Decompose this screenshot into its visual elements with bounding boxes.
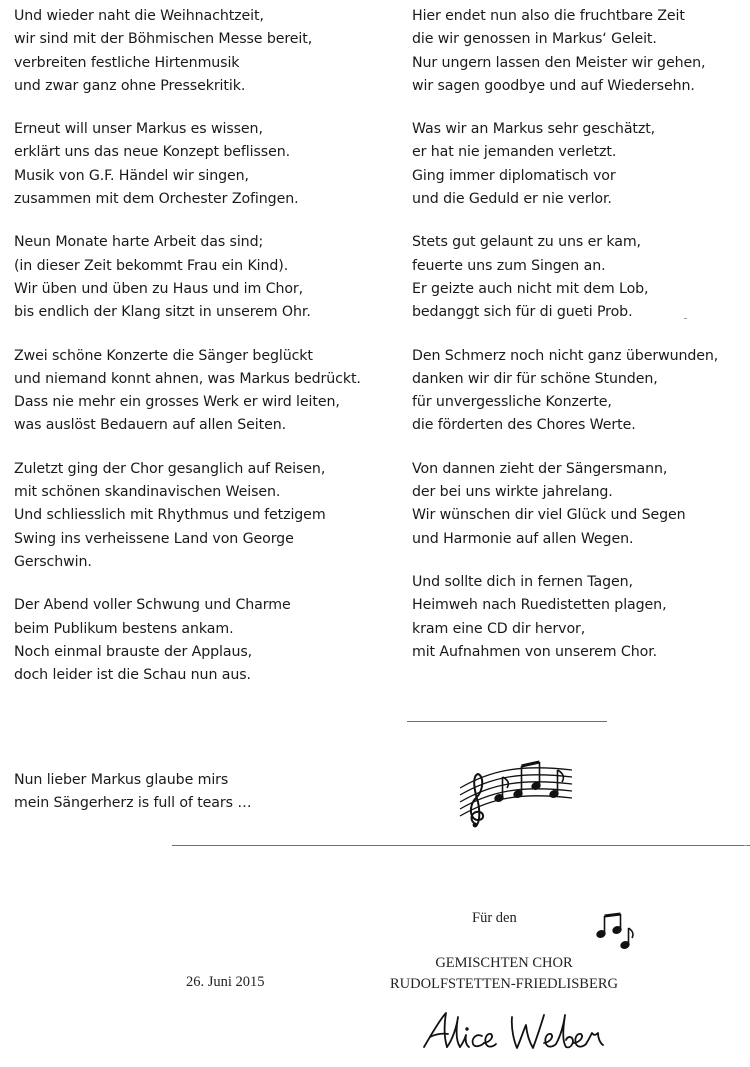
poem-line: Heimweh nach Ruedistetten plagen, [412, 597, 667, 614]
poem-line: Erneut will unser Markus es wissen, [14, 121, 263, 138]
poem-line: Von dannen zieht der Sängersmann, [412, 460, 668, 477]
poem-line: Neun Monate harte Arbeit das sind; [14, 234, 264, 251]
poem-line: erklärt uns das neue Konzept beflissen. [14, 144, 291, 161]
poem-line: wir sind mit der Böhmischen Messe bereit, [14, 31, 313, 48]
poem-line: Noch einmal brauste der Applaus, [14, 643, 253, 660]
poem-line: Wir üben und üben zu Haus und im Chor, [14, 280, 304, 297]
poem-line: Und sollte dich in fernen Tagen, [412, 573, 633, 590]
poem-line: Und wieder naht die Weihnachtzeit, [14, 8, 264, 24]
poem-left-column [14, 5, 384, 707]
poem-line: Musik von G.F. Händel wir singen, [14, 167, 249, 184]
poem-line: die wir genossen in Markus‘ Geleit. [412, 31, 657, 48]
signature-icon [420, 1003, 630, 1067]
poem-line: doch leider ist die Schau nun aus. [14, 667, 251, 684]
poem-line: Ging immer diplomatisch vor [412, 167, 616, 184]
poem-line: er hat nie jemanden verletzt. [412, 144, 617, 161]
poem-line: feuerte uns zum Singen an. [412, 257, 606, 274]
poem-line: Stets gut gelaunt zu uns er kam, [412, 234, 641, 251]
stanza [412, 458, 747, 551]
divider-long [172, 845, 750, 846]
poem-line: Den Schmerz noch nicht ganz überwunden, [412, 347, 719, 364]
poem-line: Gerschwin. [14, 553, 92, 570]
scan-speck [684, 318, 687, 319]
stanza [412, 345, 747, 438]
poem-line: mit schönen skandinavischen Weisen. [14, 484, 281, 501]
divider-short [407, 721, 607, 722]
fuer-den-label: Für den [472, 910, 517, 926]
poem-line: Dass nie mehr ein grosses Werk er wird leiten, [14, 394, 340, 411]
poem-line: bedanggt sich für di gueti Prob. [412, 304, 633, 321]
poem-line: was auslöst Bedauern auf allen Seiten. [14, 417, 286, 434]
poem-line: für unvergessliche Konzerte, [412, 394, 612, 411]
poem-line: Wir wünschen dir viel Glück und Segen [412, 507, 686, 524]
poem-line: Und schliesslich mit Rhythmus und fetzigem [14, 507, 326, 524]
poem-line: und die Geduld er nie verlor. [412, 191, 612, 208]
poem-line: und niemand konnt ahnen, was Markus bedrückt. [14, 370, 361, 387]
poem-line: beim Publikum bestens ankam. [14, 620, 234, 637]
poem-line: (in dieser Zeit bekommt Frau ein Kind). [14, 257, 289, 274]
date-label: 26. Juni 2015 [186, 974, 265, 990]
stanza [412, 118, 747, 211]
stanza [14, 231, 384, 324]
poem-line: danken wir dir für schöne Stunden, [412, 370, 658, 387]
poem-line: Er geizte auch nicht mit dem Lob, [412, 280, 649, 297]
choir-name-line-2: RUDOLFSTETTEN-FRIEDLISBERG [390, 976, 618, 992]
stanza [412, 231, 747, 324]
poem-line: Zuletzt ging der Chor gesanglich auf Reisen, [14, 460, 326, 477]
stanza [14, 5, 384, 98]
poem-line: Zwei schöne Konzerte die Sänger beglückt [14, 347, 313, 364]
stanza [14, 594, 384, 687]
poem-line: bis endlich der Klang sitzt in unserem Ohr. [14, 304, 311, 321]
poem-line: verbreiten festliche Hirtenmusik [14, 54, 240, 71]
choir-name-line-1: GEMISCHTEN CHOR [435, 955, 573, 971]
poem-line: Swing ins verheissene Land von George [14, 530, 294, 547]
choir-name [388, 953, 620, 995]
music-notes-icon [592, 912, 636, 956]
poem-line: Der Abend voller Schwung und Charme [14, 597, 291, 614]
poem-line: kram eine CD dir hervor, [412, 620, 586, 637]
music-staff-icon [456, 750, 576, 832]
closing-lines [14, 769, 251, 816]
poem-line: und Harmonie auf allen Wegen. [412, 530, 634, 547]
poem-line: Hier endet nun also die fruchtbare Zeit [412, 8, 685, 24]
poem-line: zusammen mit dem Orchester Zofingen. [14, 191, 299, 208]
stanza [412, 571, 747, 664]
closing-line-2: mein Sängerherz is full of tears … [14, 795, 252, 812]
stanza [14, 345, 384, 438]
poem-right-column [412, 5, 747, 684]
poem-line: mit Aufnahmen von unserem Chor. [412, 643, 658, 660]
poem-line: wir sagen goodbye und auf Wiedersehn. [412, 77, 695, 94]
scan-speck [744, 845, 747, 846]
stanza [14, 118, 384, 211]
poem-line: und zwar ganz ohne Pressekritik. [14, 77, 246, 94]
closing-line-1: Nun lieber Markus glaube mirs [14, 772, 229, 788]
stanza [14, 458, 384, 574]
poem-line: Nur ungern lassen den Meister wir gehen, [412, 54, 706, 71]
stanza [412, 5, 747, 98]
poem-line: die förderten des Chores Werte. [412, 417, 636, 434]
poem-line: der bei uns wirkte jahrelang. [412, 484, 613, 501]
poem-line: Was wir an Markus sehr geschätzt, [412, 121, 656, 138]
